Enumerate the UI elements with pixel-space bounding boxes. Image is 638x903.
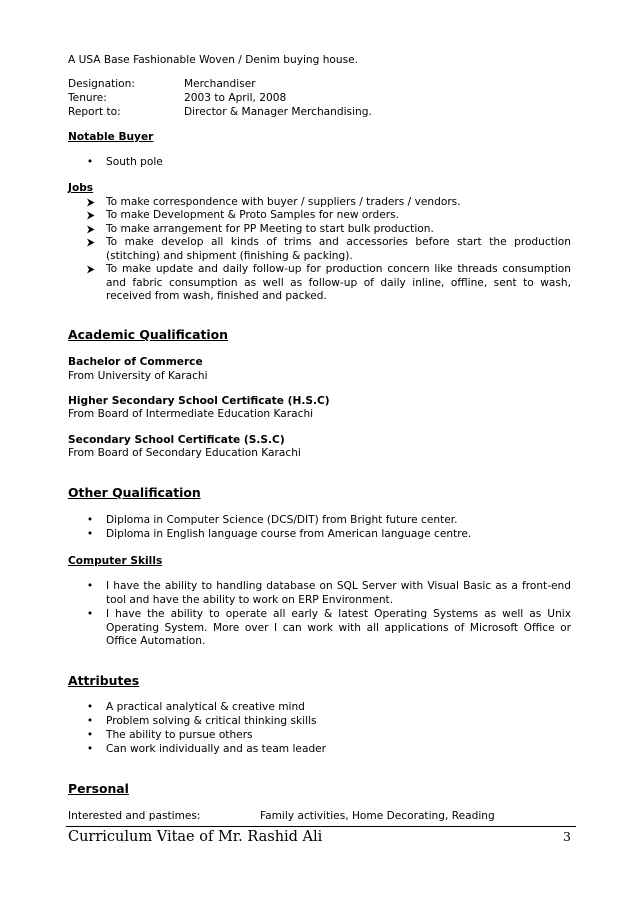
- company-description: A USA Base Fashionable Woven / Denim buying house.: [68, 54, 359, 66]
- list-item: [68, 156, 571, 170]
- jobs-heading: Jobs: [68, 182, 94, 194]
- list-item: [68, 743, 571, 757]
- skill-item: I have the ability to operate all early & latest Operating Systems as well as Unix Operating System. More over I can work with all applications of Microsoft Office or Office Automation.: [106, 608, 571, 648]
- attribute-item: The ability to pursue others: [106, 729, 253, 741]
- report-to-value: Director & Manager Merchandising.: [184, 106, 372, 118]
- pastimes-value: Family activities, Home Decorating, Reading: [260, 810, 495, 822]
- bullet-icon: •: [86, 528, 94, 540]
- academic-heading: Academic Qualification: [68, 327, 228, 342]
- attributes-heading: Attributes: [68, 673, 140, 688]
- page-number: 3: [563, 829, 571, 844]
- job-duty: To make Development & Proto Samples for new orders.: [106, 209, 400, 221]
- degree-title: Secondary School Certificate (S.S.C): [68, 434, 285, 446]
- bullet-icon: •: [86, 743, 94, 755]
- list-item: [68, 263, 571, 305]
- list-item: [68, 701, 571, 715]
- buyer-name: South pole: [106, 156, 163, 168]
- qualification-item: Diploma in Computer Science (DCS/DIT) from Bright future center.: [106, 514, 458, 526]
- job-duty: To make arrangement for PP Meeting to start bulk production.: [106, 223, 434, 235]
- bullet-icon: •: [86, 514, 94, 526]
- skill-item: I have the ability to handling database on SQL Server with Visual Basic as a front-end tool and have the ability to work on ERP Environment.: [106, 580, 571, 606]
- tenure-label: Tenure:: [68, 92, 107, 104]
- tenure-value: 2003 to April, 2008: [184, 92, 287, 104]
- arrow-bullet-icon: [86, 223, 96, 234]
- footer-title: Curriculum Vitae of Mr. Rashid Ali: [68, 829, 323, 845]
- arrow-bullet-icon: [86, 236, 96, 247]
- degree-institution: From Board of Intermediate Education Karachi: [68, 408, 314, 420]
- bullet-icon: •: [86, 156, 94, 168]
- job-duty: To make develop all kinds of trims and accessories before start the production (stitching) and shipment (finishing & packing).: [106, 236, 571, 262]
- qualification-item: Diploma in English language course from American language centre.: [106, 528, 472, 540]
- arrow-bullet-icon: [86, 263, 96, 274]
- list-item: [68, 715, 571, 729]
- computer-skills-heading: Computer Skills: [68, 555, 163, 567]
- bullet-icon: •: [86, 608, 94, 620]
- bullet-icon: •: [86, 729, 94, 741]
- list-item: [68, 528, 571, 542]
- attribute-item: Can work individually and as team leader: [106, 743, 327, 755]
- attribute-item: A practical analytical & creative mind: [106, 701, 305, 713]
- list-item: [68, 196, 571, 210]
- designation-label: Designation:: [68, 78, 135, 90]
- list-item: [68, 209, 571, 223]
- arrow-bullet-icon: [86, 209, 96, 220]
- attribute-item: Problem solving & critical thinking skills: [106, 715, 317, 727]
- other-qualification-heading: Other Qualification: [68, 485, 201, 500]
- bullet-icon: •: [86, 701, 94, 713]
- notable-buyer-heading: Notable Buyer: [68, 131, 154, 143]
- pastimes-label: Interested and pastimes:: [68, 810, 201, 822]
- degree-institution: From University of Karachi: [68, 370, 208, 382]
- list-item: [68, 608, 571, 650]
- list-item: [68, 236, 571, 264]
- bullet-icon: •: [86, 715, 94, 727]
- arrow-bullet-icon: [86, 196, 96, 207]
- designation-value: Merchandiser: [184, 78, 256, 90]
- degree-institution: From Board of Secondary Education Karachi: [68, 447, 301, 459]
- degree-title: Higher Secondary School Certificate (H.S.C): [68, 395, 330, 407]
- list-item: [68, 514, 571, 528]
- job-duty: To make update and daily follow-up for production concern like threads consumption and fabric consumption as well as follow-up of daily inline, offline, sent to wash, received from wash, finished and packed.: [106, 263, 571, 303]
- list-item: [68, 580, 571, 608]
- degree-title: Bachelor of Commerce: [68, 356, 203, 368]
- list-item: [68, 729, 571, 743]
- list-item: [68, 223, 571, 237]
- bullet-icon: •: [86, 580, 94, 592]
- personal-heading: Personal: [68, 781, 129, 796]
- job-duty: To make correspondence with buyer / suppliers / traders / vendors.: [106, 196, 461, 208]
- report-to-label: Report to:: [68, 106, 121, 118]
- footer-divider: [66, 826, 576, 827]
